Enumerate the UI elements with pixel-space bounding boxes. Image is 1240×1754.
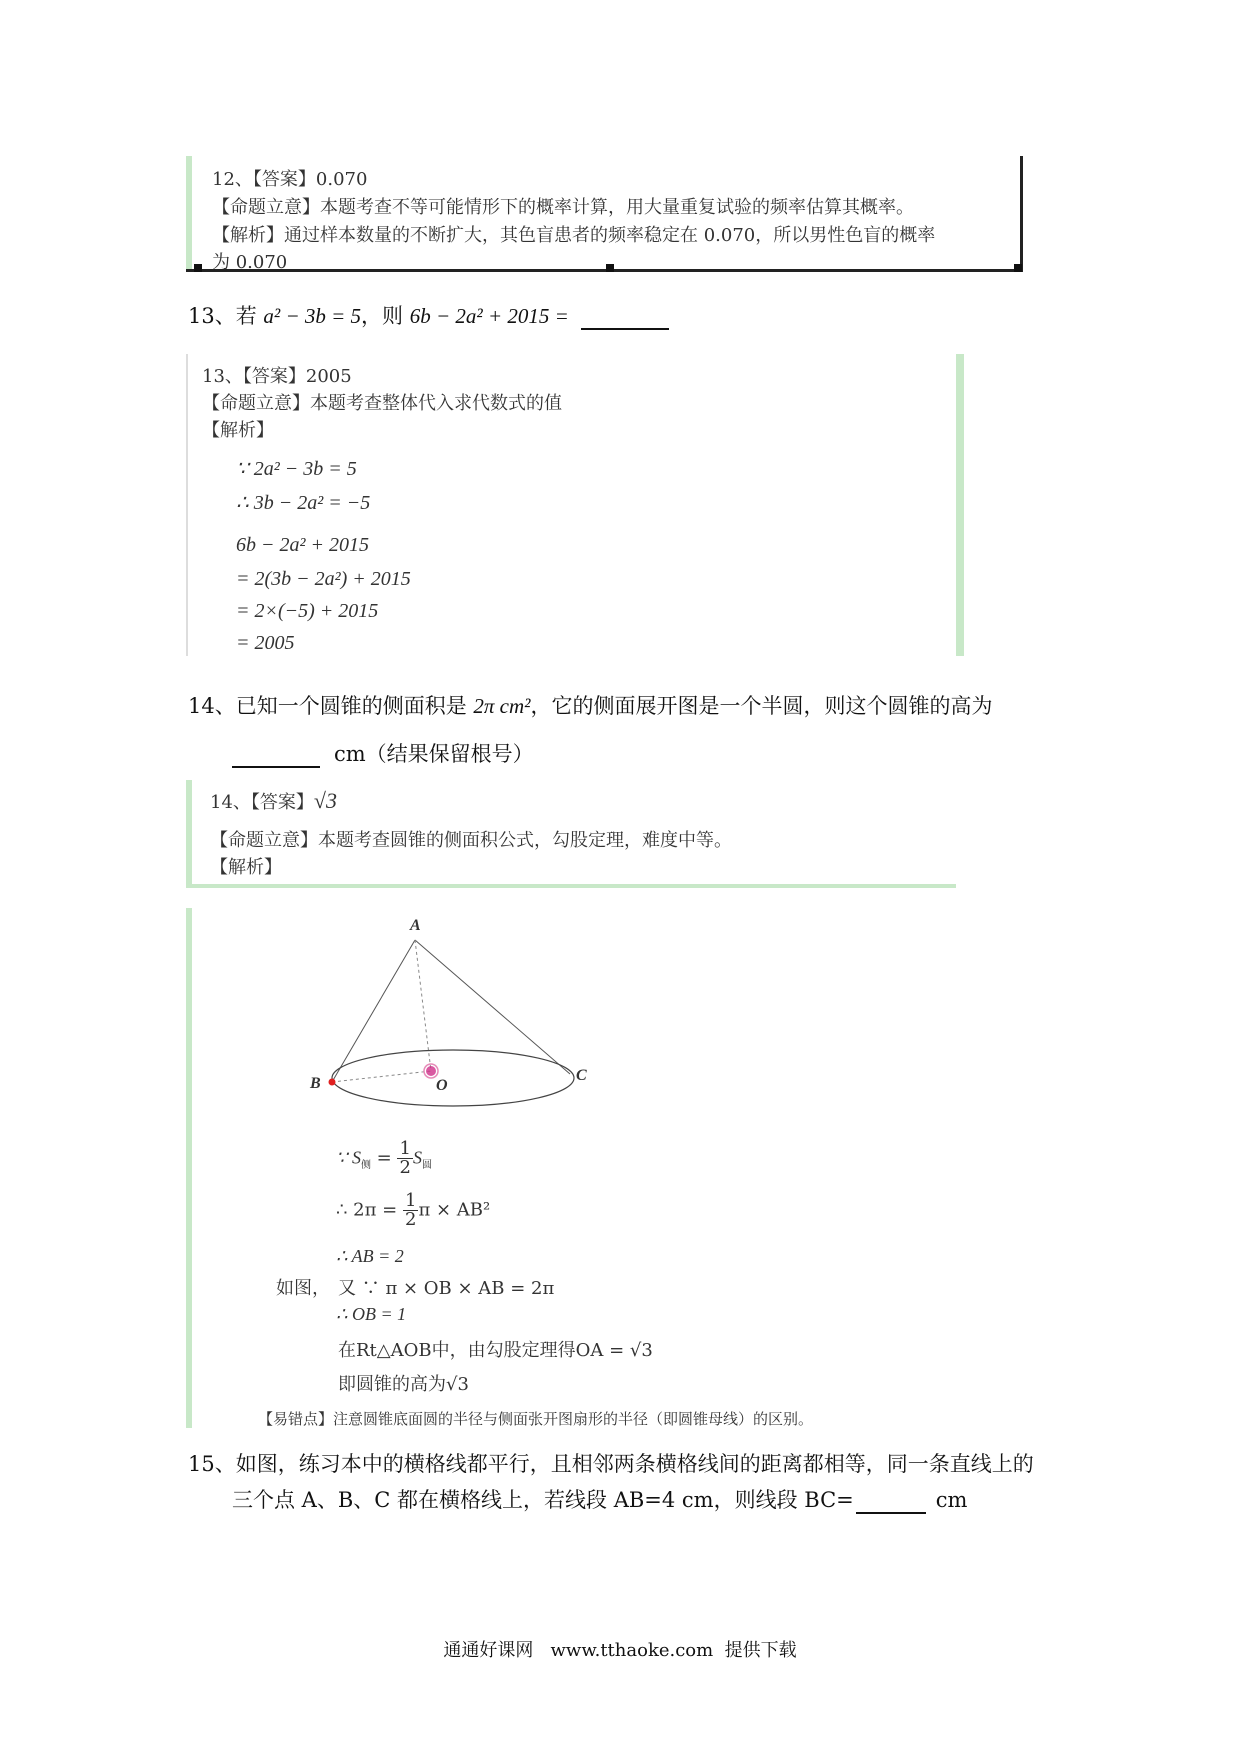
page-footer: 通通好课网 www.tthaoke.com 提供下载 <box>443 1640 797 1661</box>
q14-suffix: ，它的侧面展开图是一个半圆，则这个圆锥的高为 <box>530 694 993 718</box>
q12-box-handle-mid <box>606 264 614 272</box>
q14-answer-blank <box>232 742 320 768</box>
q13-prefix: 13、若 <box>188 304 264 328</box>
cone-radius-BO <box>332 1071 431 1082</box>
label-B: B <box>310 1075 321 1092</box>
cone-side-AC <box>415 940 570 1074</box>
q14-step1-frac-num: 1 <box>399 1138 411 1159</box>
q12-intent: 【命题立意】本题考查不等可能情形下的概率计算，用大量重复试验的频率估算其概率。 <box>212 197 914 218</box>
cone-figure <box>286 908 746 1138</box>
label-A: A <box>410 917 421 934</box>
q14-step1-sub-right: 圆 <box>421 1160 432 1172</box>
q14-step-6: 在Rt△AOB中，由勾股定理得OA = √3 <box>338 1340 653 1361</box>
point-O <box>426 1066 436 1076</box>
q13-answer-box <box>186 354 964 656</box>
q14-solution-box <box>186 908 1166 1428</box>
q14-step-1 <box>336 1140 432 1177</box>
q15-line2-prefix: 三个点 A、B、C 都在横格线上，若线段 AB=4 cm，则线段 BC= <box>232 1488 854 1512</box>
q12-box-left-border <box>186 156 192 272</box>
cone-side-AB <box>332 940 415 1082</box>
q15-line2-suffix: cm <box>935 1488 968 1512</box>
q14-step-5: ∴ OB = 1 <box>336 1304 407 1324</box>
q14-analysis-label: 【解析】 <box>210 857 282 878</box>
q14-line2-suffix: cm（结果保留根号） <box>334 742 534 766</box>
label-C: C <box>576 1067 587 1084</box>
q13-condition: a² − 3b = 5 <box>263 304 362 328</box>
q14-answer-value: √3 <box>313 788 337 813</box>
q14-pitfall: 【易错点】注意圆锥底面圆的半径与侧面张开图扇形的半径（即圆锥母线）的区别。 <box>258 1410 814 1428</box>
q12-answer: 12、【答案】0.070 <box>212 169 368 190</box>
q14-question-line1 <box>188 690 992 720</box>
label-O: O <box>436 1077 448 1094</box>
q12-box-right-border <box>1020 156 1023 272</box>
q14-intent: 【命题立意】本题考查圆锥的侧面积公式，勾股定理，难度中等。 <box>210 830 732 851</box>
q13-middle: ，则 <box>361 304 410 328</box>
q13-question <box>188 300 669 330</box>
q15-line2 <box>232 1484 967 1514</box>
q13-answer: 13、【答案】2005 <box>202 366 352 387</box>
q12-box-bottom-border <box>186 269 1023 272</box>
q13-answer-blank <box>581 304 669 330</box>
q13-step-6: = 2005 <box>236 632 295 654</box>
q14-step2-frac-num: 1 <box>404 1190 417 1211</box>
q14-step-7: 即圆锥的高为√3 <box>338 1374 469 1395</box>
q12-analysis-line1: 【解析】通过样本数量的不断扩大，其色盲患者的频率稳定在 0.070，所以男性色盲的概率 <box>212 225 936 246</box>
q12-answer-box <box>186 156 1026 272</box>
q13-box-left-border <box>186 354 188 656</box>
point-B <box>329 1079 336 1086</box>
q13-step-4: = 2(3b − 2a²) + 2015 <box>236 568 411 590</box>
q14-step-2 <box>336 1192 490 1229</box>
q14-box-bottom-border <box>186 884 956 888</box>
q13-step-1: ∵ 2a² − 3b = 5 <box>236 458 357 480</box>
q14-step-3: ∴ AB = 2 <box>336 1246 404 1266</box>
q13-step-3: 6b − 2a² + 2015 <box>236 534 369 556</box>
q13-step-2: ∴ 3b − 2a² = −5 <box>236 492 371 514</box>
q13-step-5: = 2×(−5) + 2015 <box>236 600 379 622</box>
q14-step1-sub-left: 侧 <box>360 1160 371 1172</box>
q13-intent: 【命题立意】本题考查整体代入求代数式的值 <box>202 393 562 414</box>
q14-area: 2π cm² <box>473 694 531 718</box>
q14-step2-prefix: ∴ 2π = <box>336 1199 403 1221</box>
q14-step1-frac-den: 2 <box>399 1157 411 1178</box>
q12-analysis-line2: 为 0.070 <box>212 252 288 273</box>
q15-answer-blank <box>856 1488 926 1514</box>
q15-line1: 15、如图，练习本中的横格线都平行，且相邻两条横格线间的距离都相等，同一条直线上的 <box>188 1452 1034 1476</box>
q14-step1-eq: = <box>370 1147 398 1169</box>
q14-box-left-border <box>186 780 192 888</box>
q12-box-handle-left <box>194 264 202 272</box>
q14-solution-left-border <box>186 908 192 1428</box>
q14-step-4: 又 ∵ π × OB × AB = 2π <box>338 1278 555 1299</box>
q14-step1-fraction <box>397 1140 412 1177</box>
q14-step-4-lead: 如图， <box>276 1278 330 1299</box>
q14-answer <box>210 788 337 814</box>
q13-analysis-label: 【解析】 <box>202 420 274 441</box>
q14-answer-box <box>186 780 956 888</box>
q14-answer-prefix: 14、【答案】 <box>210 792 314 813</box>
q14-step2-suffix: π × AB² <box>418 1199 491 1221</box>
q14-step1-prefix: ∵ S <box>336 1147 361 1168</box>
q14-step2-frac-den: 2 <box>404 1209 417 1230</box>
q13-box-right-border <box>956 354 964 656</box>
q12-box-handle-right <box>1014 264 1022 272</box>
q14-prefix: 14、已知一个圆锥的侧面积是 <box>188 694 474 718</box>
q14-step2-fraction <box>403 1192 418 1229</box>
q14-step1-right: S <box>412 1147 422 1168</box>
q14-question-line2 <box>232 738 534 768</box>
q13-expression: 6b − 2a² + 2015 = <box>409 304 569 328</box>
